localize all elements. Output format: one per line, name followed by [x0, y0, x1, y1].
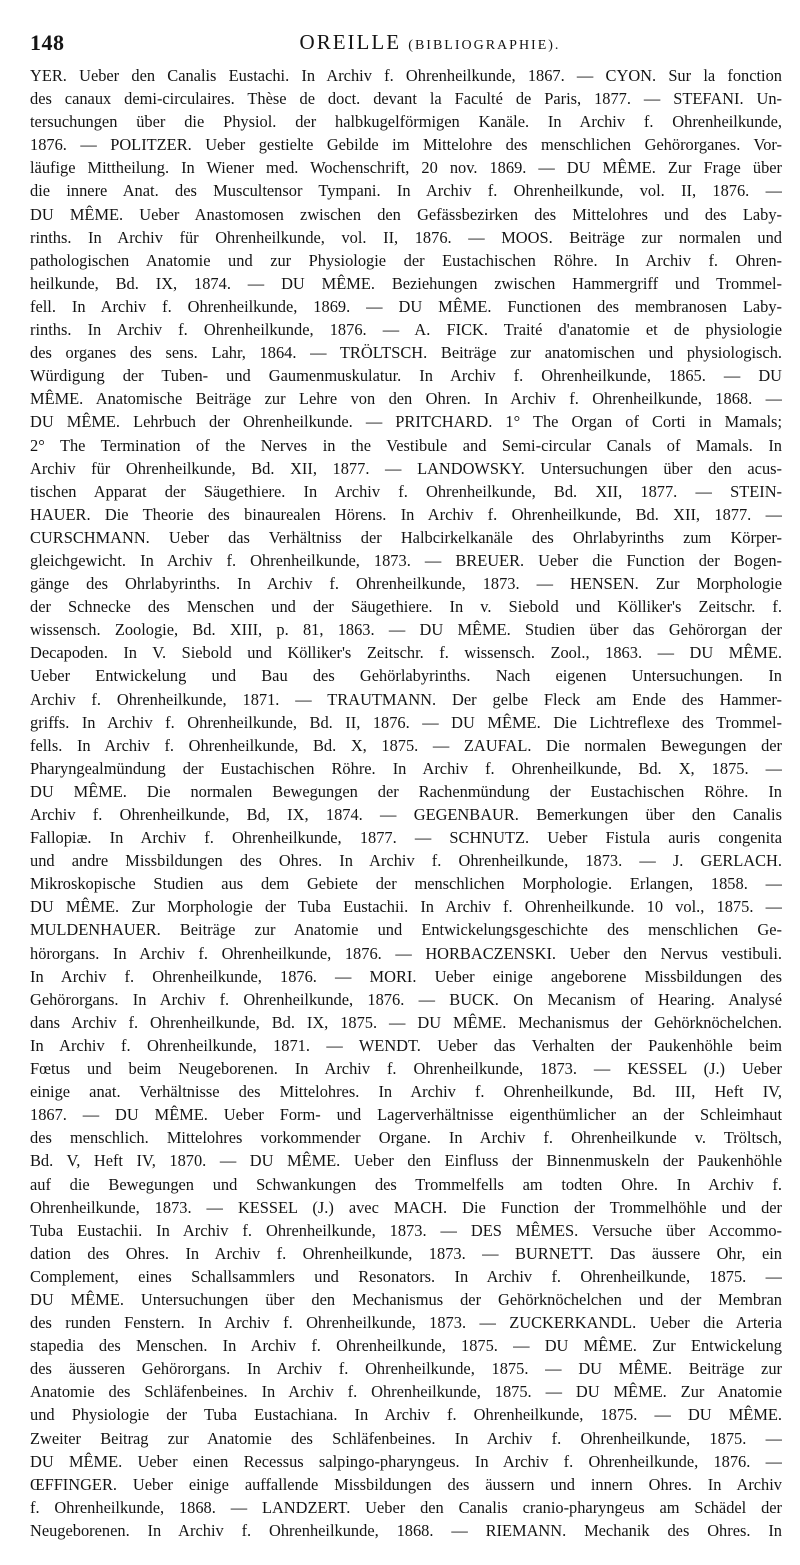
text-line: Decapoden. In V. Siebold und Kölliker's Zeitschr. f. wissensch. Zool., 1863. — DU MÊME. [30, 643, 782, 663]
text-line: Pharyngealmündung der Eustachischen Röhre. In Archiv f. Ohrenheilkunde, Bd. X, 1875. — [30, 758, 782, 778]
text-line: wissensch. Zoologie, Bd. XIII, p. 81, 1863. — DU MÊME. Studien über das Gehörorgan der [30, 620, 782, 640]
text-line: DU MÊME. Ueber einen Recessus salpingo-pharyngeus. In Archiv f. Ohrenheilkunde, 1876. — [30, 1451, 782, 1471]
text-line: Tuba Eustachii. In Archiv f. Ohrenheilkunde, 1873. — DES MÊMES. Versuche über Accommo- [30, 1220, 782, 1240]
text-line: CURSCHMANN. Ueber das Verhältniss der Halbcirkelkanäle des Ohrlabyrinths zum Körper- [30, 527, 782, 547]
text-line: Ueber Entwickelung und Bau des Gehörlabyrinths. Nach eigenen Untersuchungen. In [30, 666, 782, 686]
text-line: DU MÊME. Lehrbuch der Ohrenheilkunde. — PRITCHARD. 1° The Organ of Corti in Mamals; [30, 412, 782, 432]
text-line: auf die Bewegungen und Schwankungen des Trommelfells am todten Ohre. In Archiv f. [30, 1174, 782, 1194]
text-line: f. Ohrenheilkunde, 1868. — LANDZERT. Ueber den Canalis cranio-pharyngeus am Schädel der [30, 1497, 782, 1517]
text-line: gleichgewicht. In Archiv f. Ohrenheilkunde, 1873. — BREUER. Ueber die Function der Bogen- [30, 550, 782, 570]
text-line: DU MÊME. Untersuchungen über den Mechanismus der Gehörknöchelchen und der Membran [30, 1289, 782, 1309]
text-line: rinths. In Archiv f. Ohrenheilkunde, 1876. — A. FICK. Traité d'anatomie et de physiologie [30, 320, 782, 340]
text-line: ŒFFINGER. Ueber einige auffallende Missbildungen des äussern und innern Ohres. In Archiv [30, 1474, 782, 1494]
text-line: rinths. In Archiv für Ohrenheilkunde, vol. II, 1876. — MOOS. Beiträge zur normalen und [30, 227, 782, 247]
text-line: Anatomie des Schläfenbeines. In Archiv f. Ohrenheilkunde, 1875. — DU MÊME. Zur Anatomie [30, 1382, 782, 1402]
text-line: dans Archiv f. Ohrenheilkunde, Bd. IX, 1875. — DU MÊME. Mechanismus der Gehörknöchelchen. [30, 1012, 782, 1032]
text-line: einige anat. Verhältnisse des Mittelohres. In Archiv f. Ohrenheilkunde, Bd. III, Heft IV, [30, 1082, 782, 1102]
text-line: Ohrenheilkunde, 1873. — KESSEL (J.) avec MACH. Die Function der Trommelhöhle und der [30, 1197, 782, 1217]
text-line: Complement, eines Schallsammlers und Resonators. In Archiv f. Ohrenheilkunde, 1875. — [30, 1266, 782, 1286]
text-line: griffs. In Archiv f. Ohrenheilkunde, Bd. II, 1876. — DU MÊME. Die Lichtreflexe des Trommel- [30, 712, 782, 732]
text-line: Archiv f. Ohrenheilkunde, 1871. — TRAUTMANN. Der gelbe Fleck am Ende des Hammer- [30, 689, 782, 709]
text-line: fells. In Archiv f. Ohrenheilkunde, Bd. X, 1875. — ZAUFAL. Die normalen Bewegungen der [30, 735, 782, 755]
text-line: des organes des sens. Lahr, 1864. — TRÖLTSCH. Beiträge zur anatomischen und physiologisch. [30, 343, 782, 363]
text-line: In Archiv f. Ohrenheilkunde, 1871. — WENDT. Ueber das Verhalten der Paukenhöhle beim [30, 1035, 782, 1055]
running-head-subtitle: (BIBLIOGRAPHIE). [408, 38, 561, 53]
text-line: und andre Missbildungen des Ohres. In Archiv f. Ohrenheilkunde, 1873. — J. GERLACH. [30, 851, 782, 871]
text-line: läufige Mittheilung. In Wiener med. Wochenschrift, 20 nov. 1869. — DU MÊME. Zur Frage über [30, 158, 782, 178]
text-line: die innere Anat. des Muscultensor Tympani. In Archiv f. Ohrenheilkunde, vol. II, 1876. — [30, 181, 782, 201]
text-line: pathologischen Anatomie und zur Physiologie der Eustachischen Röhre. In Archiv f. Ohren- [30, 250, 782, 270]
text-line: Mikroskopische Studien aus dem Gebiete der menschlichen Morphologie. Erlangen, 1858. — [30, 874, 782, 894]
text-line: YER. Ueber den Canalis Eustachi. In Archiv f. Ohrenheilkunde, 1867. — CYON. Sur la fonction [30, 66, 782, 85]
text-line: des menschlich. Mittelohres vorkommender Organe. In Archiv f. Ohrenheilkunde v. Tröltsch, [30, 1128, 782, 1148]
text-line: MÊME. Anatomische Beiträge zur Lehre von den Ohren. In Archiv f. Ohrenheilkunde, 1868. — [30, 389, 782, 409]
text-line: Fallopiæ. In Archiv f. Ohrenheilkunde, 1877. — SCHNUTZ. Ueber Fistula auris congenita [30, 828, 782, 848]
text-line: Zweiter Beitrag zur Anatomie des Schläfenbeines. In Archiv f. Ohrenheilkunde, 1875. — [30, 1428, 782, 1448]
text-line: des canaux demi-circulaires. Thèse de doct. devant la Faculté de Paris, 1877. — STEFANI. Un- [30, 89, 782, 109]
text-line: 1876. — POLITZER. Ueber gestielte Gebilde im Mittelohre des menschlichen Gehörorganes. Vor- [30, 135, 782, 155]
text-line: heilkunde, Bd. IX, 1874. — DU MÊME. Beziehungen zwischen Hammergriff und Trommel- [30, 273, 782, 293]
bibliography-text [30, 64, 782, 1565]
text-line: MULDENHAUER. Beiträge zur Anatomie und Entwickelungsgeschichte des menschlichen Ge- [30, 920, 782, 940]
text-line: 1867. — DU MÊME. Ueber Form- und Lagerverhältnisse eigenthümlicher an der Schleimhaut [30, 1105, 782, 1125]
text-line: Archiv f. Ohrenheilkunde, Bd, IX, 1874. — GEGENBAUR. Bemerkungen über den Canalis [30, 805, 782, 824]
text-line: Neugeborenen. In Archiv f. Ohrenheilkunde, 1868. — RIEMANN. Mechanik des Ohres. In [30, 1520, 782, 1540]
text-line: Würdigung der Tuben- und Gaumenmuskulatur. In Archiv f. Ohrenheilkunde, 1865. — DU [30, 366, 782, 386]
text-line: Bd. V, Heft IV, 1870. — DU MÊME. Ueber den Einfluss der Binnenmuskeln der Paukenhöhle [30, 1151, 782, 1171]
text-line: DU MÊME. Ueber Anastomosen zwischen den Gefässbezirken des Mittelohres und des Laby- [30, 204, 782, 224]
text-line: HAUER. Die Theorie des binaurealen Hörens. In Archiv f. Ohrenheilkunde, Bd. XII, 1877. — [30, 504, 782, 524]
text-line: tersuchungen über die Physiol. der halbkugelförmigen Kanäle. In Archiv f. Ohrenheilkunde, [30, 112, 782, 132]
text-line: In Archiv f. Ohrenheilkunde, 1876. — MORI. Ueber einige angeborene Missbildungen des [30, 966, 782, 986]
text-line: DU MÊME. Zur Morphologie der Tuba Eustachii. In Archiv f. Ohrenheilkunde. 10 vol., 1875. — [30, 897, 782, 917]
book-page [30, 28, 782, 1540]
text-line: Fœtus und beim Neugeborenen. In Archiv f. Ohrenheilkunde, 1873. — KESSEL (J.) Ueber [30, 1059, 782, 1079]
page-number: 148 [30, 30, 65, 55]
text-line: des runden Fenstern. In Archiv f. Ohrenheilkunde, 1873. — ZUCKERKANDL. Ueber die Arteria [30, 1313, 782, 1333]
text-line: fell. In Archiv f. Ohrenheilkunde, 1869. — DU MÊME. Functionen des membranosen Laby- [30, 296, 782, 316]
text-line: tischen Apparat der Säugethiere. In Archiv f. Ohrenheilkunde, Bd. XII, 1877. — STEIN- [30, 481, 782, 501]
running-head-title: OREILLE [299, 30, 402, 54]
text-line: des äusseren Gehörorgans. In Archiv f. Ohrenheilkunde, 1875. — DU MÊME. Beiträge zur [30, 1359, 782, 1379]
text-line: Gehörorgans. In Archiv f. Ohrenheilkunde, 1876. — BUCK. On Mecanism of Hearing. Analysé [30, 989, 782, 1009]
text-line: 2° The Termination of the Nerves in the Vestibule and Semi-circular Canals of Mamals. In [30, 435, 782, 455]
text-line: gänge des Ohrlabyrinths. In Archiv f. Ohrenheilkunde, 1873. — HENSEN. Zur Morphologie [30, 574, 782, 594]
text-line: und Physiologie der Tuba Eustachiana. In Archiv f. Ohrenheilkunde, 1875. — DU MÊME. [30, 1405, 782, 1425]
text-line: hörorgans. In Archiv f. Ohrenheilkunde, 1876. — HORBACZENSKI. Ueber den Nervus vestibuli. [30, 943, 782, 963]
text-line: der Schnecke des Menschen und der Säugethiere. In v. Siebold und Kölliker's Zeitschr. f. [30, 597, 782, 617]
text-line [30, 1542, 782, 1565]
text-line: dation des Ohres. In Archiv f. Ohrenheilkunde, 1873. — BURNETT. Das äussere Ohr, ein [30, 1243, 782, 1263]
text-line: stapedia des Menschen. In Archiv f. Ohrenheilkunde, 1875. — DU MÊME. Zur Entwickelung [30, 1336, 782, 1356]
text-line: DU MÊME. Die normalen Bewegungen der Rachenmündung der Eustachischen Röhre. In [30, 781, 782, 801]
page-header [30, 28, 782, 64]
running-head [230, 30, 630, 55]
text-line: Archiv für Ohrenheilkunde, Bd. XII, 1877. — LANDOWSKY. Untersuchungen über den acus- [30, 458, 782, 478]
